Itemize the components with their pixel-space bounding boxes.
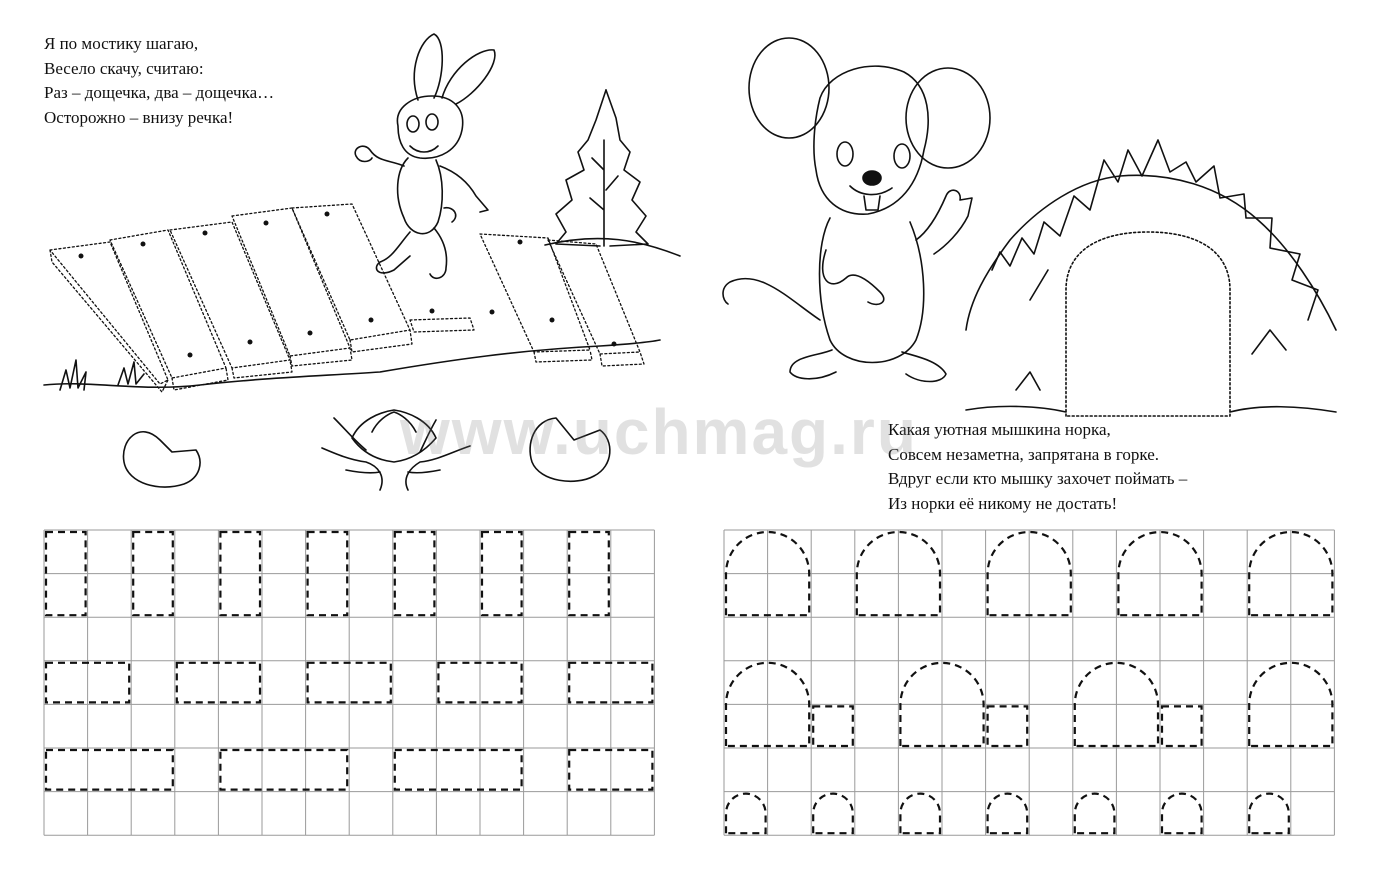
trace-arch-small [1249,794,1289,834]
trace-small-square [1162,706,1202,746]
poem-right-line-4: Из норки её никому не достать! [888,493,1118,513]
tracing-grid-left [44,530,654,835]
trace-arch-small [1075,794,1115,834]
trace-small-square [813,706,853,746]
watermark: www.uchmag.ru [400,396,918,468]
trace-long-rect [220,750,347,790]
trace-arch-small [726,794,766,834]
trace-arch-small [1162,794,1202,834]
trace-arch-small [988,794,1028,834]
hill-line [545,239,680,256]
tree [556,90,648,246]
mouse [723,38,990,382]
lily-pad-left [123,432,200,487]
plank-bridge [50,204,644,392]
trace-long-rect [46,750,173,790]
burrow-entrance [1066,232,1230,416]
tracing-grid-right [724,530,1334,835]
poem-left-line-4: Осторожно – внизу речка! [44,107,234,127]
poem-right-line-3: Вдруг если кто мышку захочет поймать – [888,469,1188,488]
trace-arch-small [813,794,853,834]
trace-small-square [988,706,1028,746]
ground-right [966,406,1336,412]
poem-left-line-2: Весело скачу, считаю: [44,58,204,78]
trace-long-rect [395,750,522,790]
poem-left-line-1: Я по мостику шагаю, [44,34,199,53]
rabbit [355,34,495,278]
poem-left-line-3: Раз – дощечка, два – дощечка… [44,83,275,102]
poem-right-line-1: Какая уютная мышкина норка, [888,420,1111,439]
grass-mound [966,140,1336,390]
trace-arch-small [900,794,940,834]
poem-right-line-2: Совсем незаметна, запрятана в горке. [888,444,1160,464]
